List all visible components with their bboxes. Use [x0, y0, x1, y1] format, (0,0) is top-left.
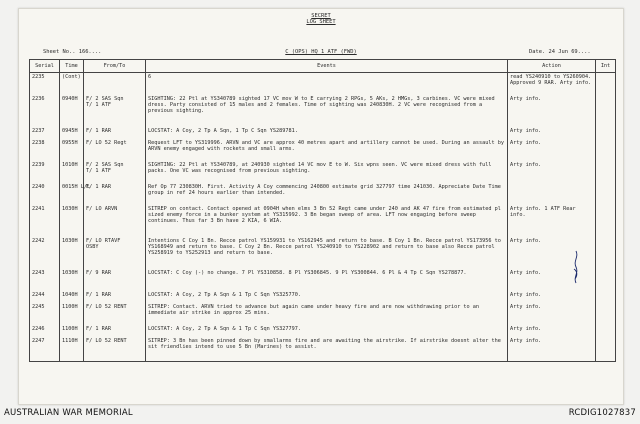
time-cell: 1110H	[60, 337, 84, 359]
from-to-line: F/ 1 RAR	[86, 183, 111, 190]
table-row	[30, 337, 616, 359]
int-cell	[596, 237, 616, 269]
footer-record-id: RCDIG1027837	[568, 408, 636, 418]
table-row	[30, 161, 616, 183]
action-cell: Arty info.	[508, 237, 596, 269]
time-cell: 0945H	[60, 127, 84, 139]
serial-cell: 2239	[30, 161, 60, 183]
serial-cell: 2244	[30, 291, 60, 303]
log-table	[29, 59, 616, 362]
table-row	[30, 303, 616, 325]
col-header-time: Time	[60, 60, 84, 73]
from-to-line: F/ LO 52 RENT	[86, 337, 127, 344]
serial-cell: 2237	[30, 127, 60, 139]
action-cell: Arty info.	[508, 325, 596, 337]
table-row	[30, 237, 616, 269]
table-row	[30, 73, 616, 95]
serial-cell: 2242	[30, 237, 60, 269]
table-row	[30, 205, 616, 237]
table-row	[30, 325, 616, 337]
time-cell: 0940H	[60, 95, 84, 127]
from-to-cell	[84, 205, 146, 237]
from-to-cell	[84, 325, 146, 337]
int-cell	[596, 161, 616, 183]
log-body	[30, 73, 616, 359]
from-to-cell	[84, 139, 146, 161]
from-to-cell	[84, 303, 146, 325]
time-cell: 0955H	[60, 139, 84, 161]
int-cell	[596, 269, 616, 291]
from-to-line: T/ 1 ATF	[86, 167, 111, 174]
serial-cell: 2241	[30, 205, 60, 237]
log-sheet-paper	[18, 8, 624, 405]
int-cell	[596, 291, 616, 303]
int-cell	[596, 205, 616, 237]
events-cell: LOCSTAT: A Coy, 2 Tp A Sqn & 1 Tp C Sqn YS327797.	[146, 325, 508, 337]
table-header-row	[30, 60, 616, 73]
time-cell: 0015H L/L	[60, 183, 84, 205]
events-cell: SIGHTING: 22 Ptl at YS340789 sighted 17 VC mov W to E carrying 2 RPGs, 5 AKs, 2 HMGs, 3 carbines. VC were mixed dress. Party consisted of 15 males and 2 females. Time of sighting was 240830H. 2 VC were recognised from a previous sighting.	[146, 95, 508, 127]
action-cell: Arty info.	[508, 303, 596, 325]
time-cell: (Cont)	[60, 73, 84, 95]
time-cell: 1100H	[60, 303, 84, 325]
events-cell: 6	[146, 73, 508, 95]
serial-cell: 2238	[30, 139, 60, 161]
action-cell: Arty info.	[508, 95, 596, 127]
action-cell: Arty info.	[508, 139, 596, 161]
events-cell: Ref Op 77 230830H. First. Activity A Coy commencing 240800 estimate grid 327797 time 241030. Appreciate Date Time group in ref 24 hours earlier than intended.	[146, 183, 508, 205]
from-to-cell	[84, 337, 146, 359]
action-cell: Arty info.	[508, 127, 596, 139]
serial-cell: 2240	[30, 183, 60, 205]
action-cell: Arty info.	[508, 291, 596, 303]
table-row	[30, 291, 616, 303]
from-to-cell	[84, 237, 146, 269]
events-cell: SITREP: 3 Bn has been pinned down by smallarms fire and are awaiting the airstrike. If airstrike doesnt alter the sit friendlies intend to use 5 Bn (Marines) to assist.	[146, 337, 508, 359]
time-cell: 1100H	[60, 325, 84, 337]
time-cell: 1010H	[60, 161, 84, 183]
from-to-line: F/ 2 SAS Sqn	[86, 95, 124, 102]
events-cell: LOCSTAT: A Coy, 2 Tp A Sqn, 1 Tp C Sqn YS289781.	[146, 127, 508, 139]
from-to-line: F/ LO RTAVF	[86, 237, 121, 244]
from-to-cell	[84, 161, 146, 183]
pen-mark-icon	[571, 249, 581, 289]
from-to-cell	[84, 291, 146, 303]
from-to-cell	[84, 95, 146, 127]
action-cell: Arty info. 1 ATF Rear info.	[508, 205, 596, 237]
time-cell: 1040H	[60, 291, 84, 303]
int-cell	[596, 139, 616, 161]
classification-heading	[281, 13, 361, 26]
from-to-line: F/ LO 52 Regt	[86, 139, 127, 146]
from-to-cell	[84, 183, 146, 205]
int-cell	[596, 95, 616, 127]
from-to-line: OSBY	[86, 243, 99, 250]
time-cell: 1030H	[60, 205, 84, 237]
events-cell: LOCSTAT: A Coy, 2 Tp A Sqn & 1 Tp C Sqn YS325770.	[146, 291, 508, 303]
from-to-line: F/ 1 RAR	[86, 127, 111, 134]
action-cell: Arty info.	[508, 337, 596, 359]
int-cell	[596, 303, 616, 325]
table-row	[30, 139, 616, 161]
int-cell	[596, 183, 616, 205]
int-cell	[596, 337, 616, 359]
table-row	[30, 269, 616, 291]
from-to-line: F/ LO ARVN	[86, 205, 118, 212]
table-row	[30, 95, 616, 127]
serial-cell: 2235	[30, 73, 60, 95]
time-cell: 1030H	[60, 269, 84, 291]
unit-title: C (OPS) HQ 1 ATF (FWD)	[285, 49, 357, 55]
action-cell: Arty info.	[508, 161, 596, 183]
events-cell: Request LFT to YS319996. ARVN and VC are approx 40 metres apart and artillery cannot be used. During an assault by ARVN enemy engaged with rockets and small arms.	[146, 139, 508, 161]
int-cell	[596, 325, 616, 337]
table-row	[30, 183, 616, 205]
action-cell: read YS240910 to YS260904. Approved 9 RAR. Arty info.	[508, 73, 596, 95]
table-row	[30, 127, 616, 139]
sheet-number: Sheet No.. 166....	[43, 49, 102, 55]
from-to-line: F/ 2 SAS Sqn	[86, 161, 124, 168]
classification-label: SECRET	[311, 13, 331, 19]
sheet-title: LOG SHEET	[306, 19, 336, 26]
from-to-line: F/ 1 RAR	[86, 291, 111, 298]
from-to-cell	[84, 269, 146, 291]
events-cell: SITREP: Contact. ARVN tried to advance but again came under heavy fire and are now withdrawing prior to an immediate air strike in approx 25 mins.	[146, 303, 508, 325]
serial-cell: 2246	[30, 325, 60, 337]
col-header-int: Int	[596, 60, 616, 73]
serial-cell: 2247	[30, 337, 60, 359]
action-cell: Arty info.	[508, 269, 596, 291]
serial-cell: 2245	[30, 303, 60, 325]
col-header-action: Action	[508, 60, 596, 73]
footer-archive-name: AUSTRALIAN WAR MEMORIAL	[4, 408, 133, 418]
from-to-line: F/ 9 RAR	[86, 269, 111, 276]
events-cell: LOCSTAT: C Coy (-) no change. 7 Pl YS310858. 8 Pl YS306845. 9 Pl YS300844. 6 Pl & 4 Tp C Sqn YS278877.	[146, 269, 508, 291]
time-cell: 1030H	[60, 237, 84, 269]
from-to-cell	[84, 73, 146, 95]
from-to-line: F/ 1 RAR	[86, 325, 111, 332]
from-to-line: T/ 1 ATF	[86, 101, 111, 108]
col-header-events: Events	[146, 60, 508, 73]
serial-cell: 2236	[30, 95, 60, 127]
events-cell: Intentions C Coy 1 Bn. Recce patrol YS159931 to YS162945 and return to base. B Coy 1 Bn. Recce patrol YS173956 to YS168949 and return to base. C Coy 2 Bn. Recce patrol YS240910 to YS228902 and return to base also Recce patrol YS258919 to YS252913 and return to base.	[146, 237, 508, 269]
from-to-cell	[84, 127, 146, 139]
int-cell	[596, 73, 616, 95]
events-cell: SIGHTING: 22 Ptl at YS340789, at 240930 sighted 14 VC mov E to W. Six wpns seen. VC were mixed dress with full packs. One VC was recognised from previous sighting.	[146, 161, 508, 183]
sheet-date: Date. 24 Jun 69....	[529, 49, 591, 55]
action-cell	[508, 183, 596, 205]
col-header-serial: Serial	[30, 60, 60, 73]
int-cell	[596, 127, 616, 139]
from-to-line: F/ LO 52 RENT	[86, 303, 127, 310]
serial-cell: 2243	[30, 269, 60, 291]
col-header-from-to: From/To	[84, 60, 146, 73]
events-cell: SITREP on contact. Contact opened at 0904H when elms 3 Bn 52 Regt came under 240 and AK 47 fire from estimated pl sized enemy force in a bunker system at YS315992. 3 Bn began sweep of area. LFT now engaging before sweep continues. Thus far 3 Bn have 2 KIA, 6 WIA.	[146, 205, 508, 237]
